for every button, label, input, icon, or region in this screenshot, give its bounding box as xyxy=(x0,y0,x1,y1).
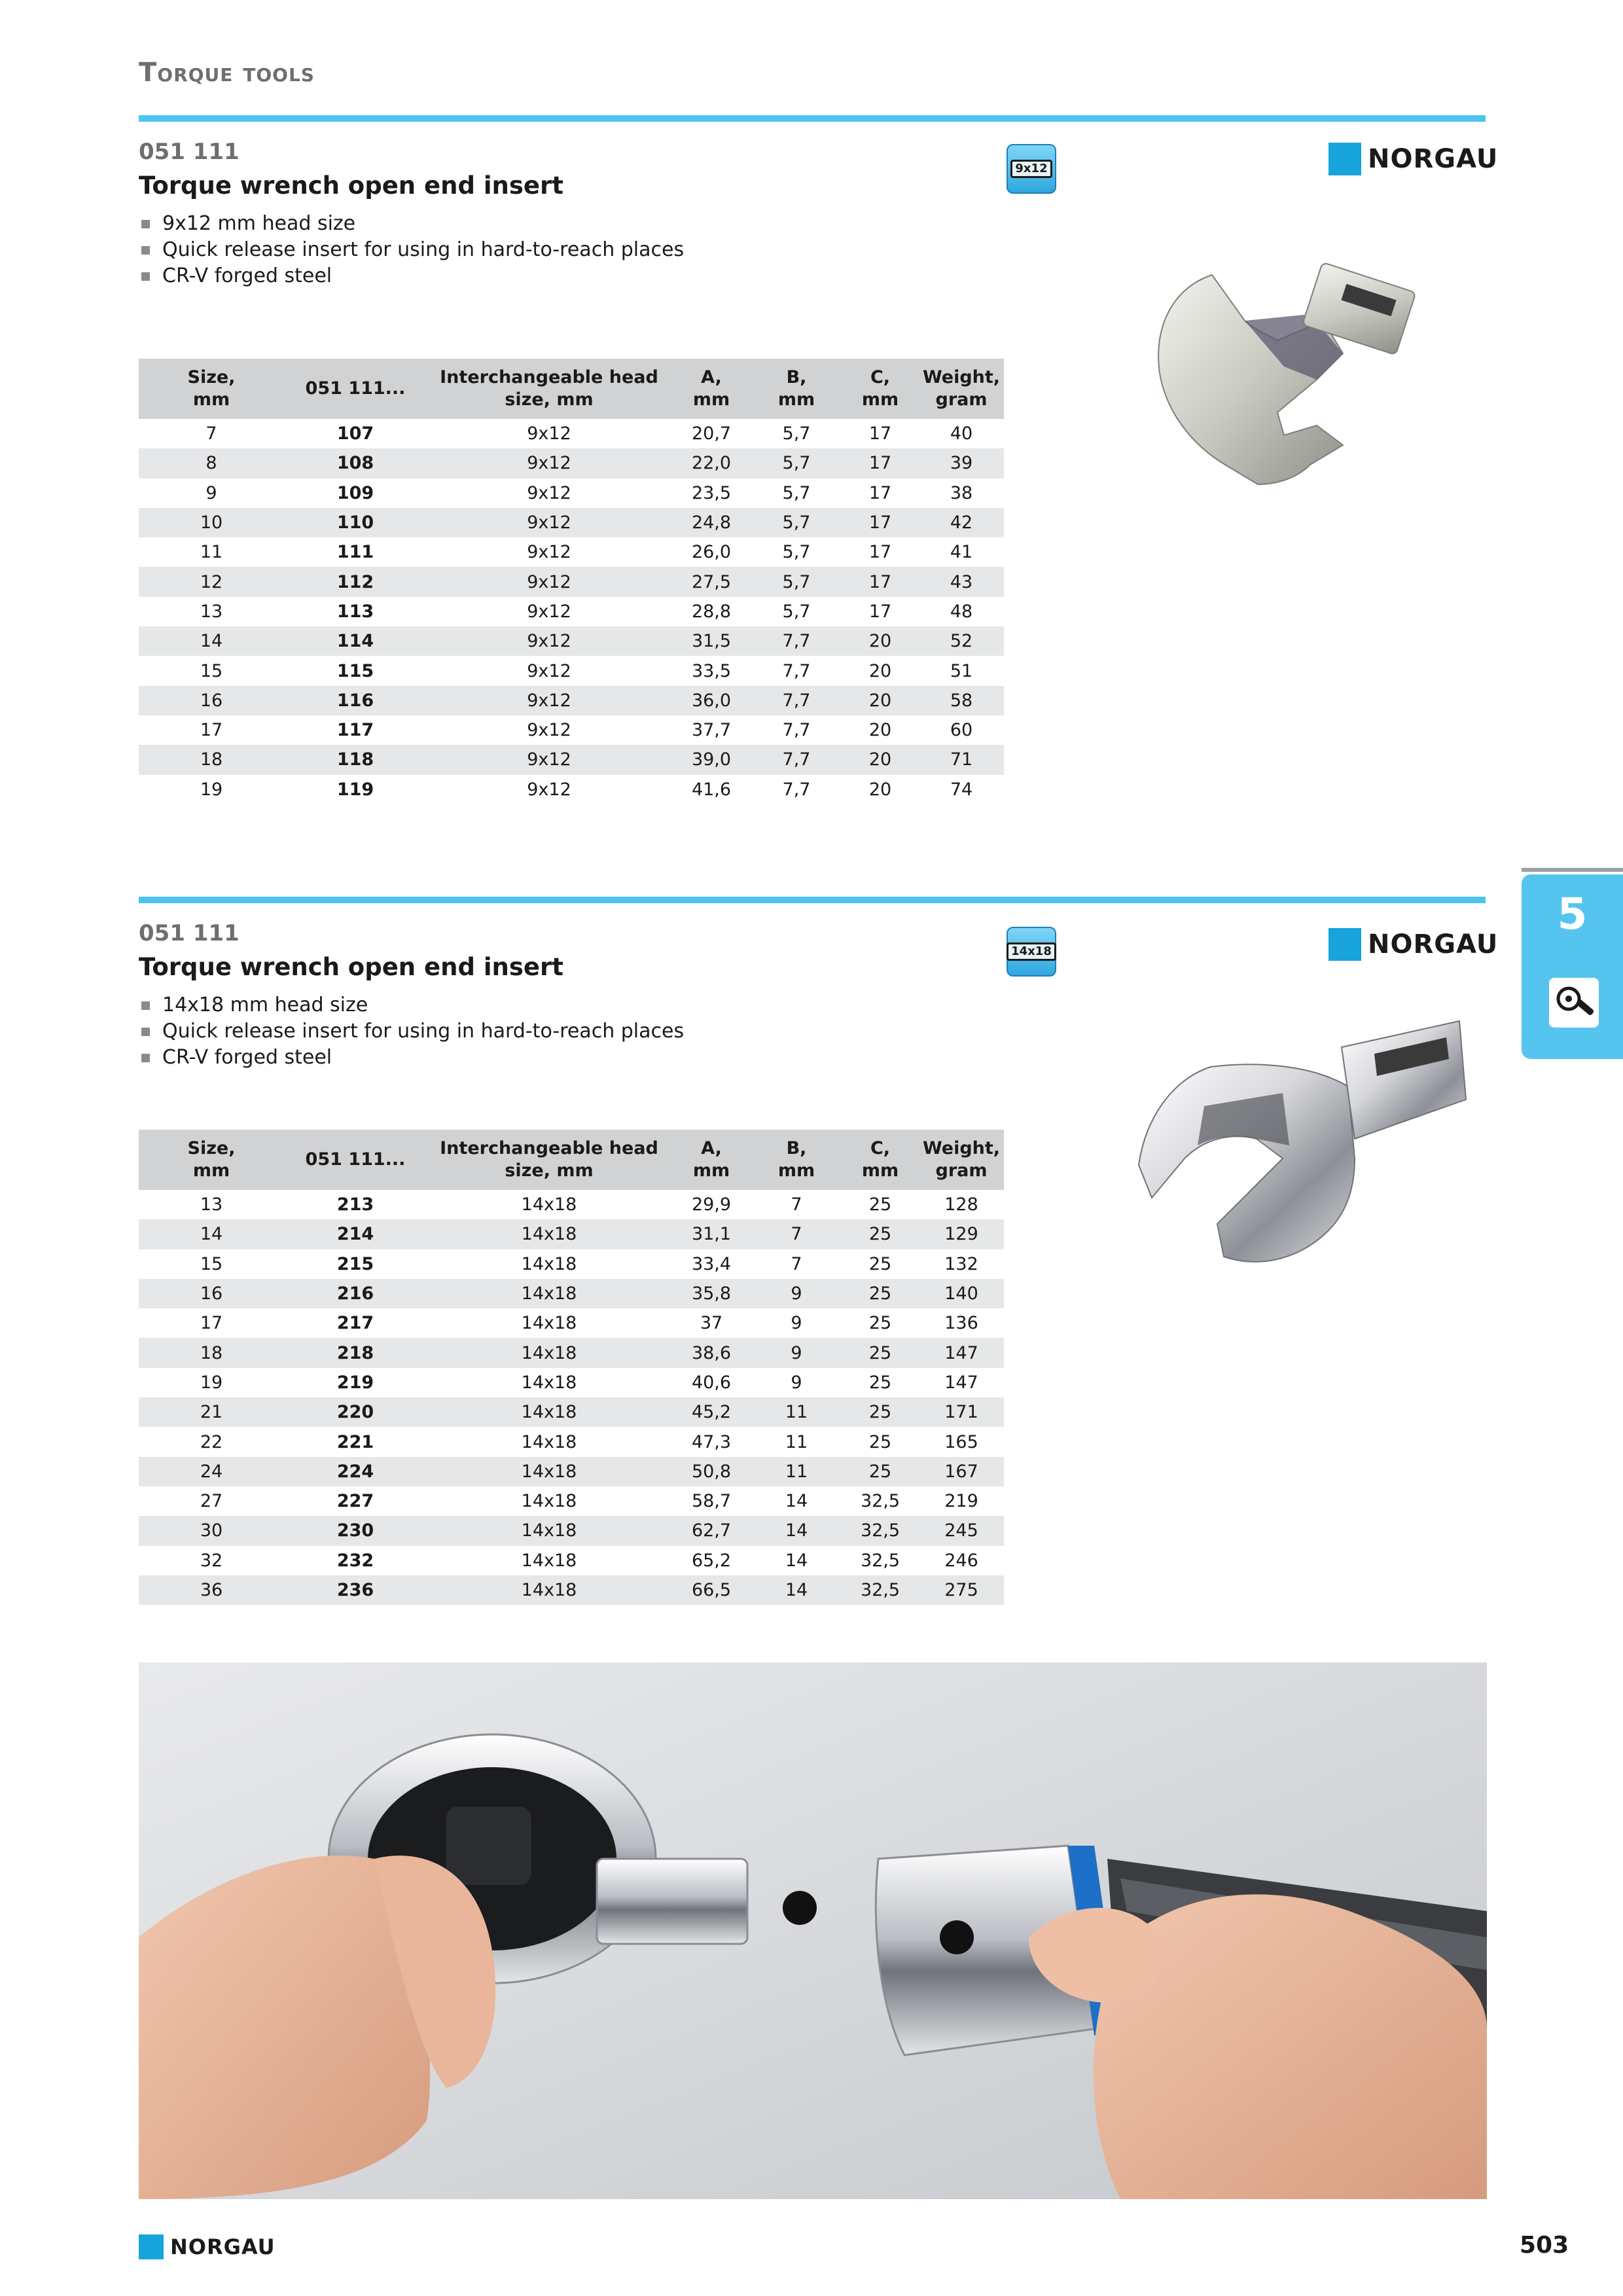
col-c: C, mm xyxy=(842,359,919,419)
table-cell: 20 xyxy=(842,686,919,715)
section-2-features xyxy=(139,992,684,1071)
brand-square-icon xyxy=(1329,928,1361,961)
table-cell: 50,8 xyxy=(671,1457,751,1486)
table-cell: 219 xyxy=(944,1491,978,1512)
col-article: 051 111... xyxy=(284,359,427,419)
table-cell: 5,7 xyxy=(782,423,811,444)
table-cell: 136 xyxy=(944,1313,978,1334)
spec-table-14x18 xyxy=(139,1130,1004,1605)
table-cell: 45,2 xyxy=(671,1397,751,1427)
table-cell: 9x12 xyxy=(527,601,571,622)
brand-name: NORGAU xyxy=(1368,929,1499,960)
table-cell: 41,6 xyxy=(691,779,732,800)
col-b: B, mm xyxy=(751,1130,842,1190)
table-cell: 25 xyxy=(842,1397,919,1427)
table-cell: 60 xyxy=(950,720,973,741)
table-cell: 14x18 xyxy=(427,1219,671,1249)
table-cell: 14x18 xyxy=(521,1253,577,1274)
table-cell: 109 xyxy=(336,482,374,503)
table-cell: 9x12 xyxy=(427,448,671,478)
table-cell: 21 xyxy=(139,1397,284,1427)
table-cell: 7,7 xyxy=(782,660,811,681)
table-cell: 47,3 xyxy=(691,1431,732,1452)
page-title: Torque tools xyxy=(139,58,315,88)
table-header-row xyxy=(139,359,1004,419)
table-cell: 26,0 xyxy=(691,542,732,563)
table-cell: 216 xyxy=(284,1279,427,1308)
table-cell: 9x12 xyxy=(427,567,671,596)
table-row xyxy=(139,715,1004,745)
table-cell: 9 xyxy=(751,1279,842,1308)
table-cell: 36 xyxy=(139,1575,284,1605)
col-a: A, mm xyxy=(671,1130,751,1190)
table-cell: 7 xyxy=(791,1194,802,1215)
table-cell: 14x18 xyxy=(521,1431,577,1452)
table-cell: 18 xyxy=(139,745,284,774)
table-cell: 39,0 xyxy=(671,745,751,774)
table-cell: 71 xyxy=(919,745,1004,774)
feature-item: 9x12 mm head size xyxy=(139,211,684,237)
head-size-badge xyxy=(1007,927,1056,977)
feature-item: Quick release insert for using in hard-to-reach places xyxy=(139,1018,684,1045)
table-cell: 167 xyxy=(919,1457,1004,1486)
table-cell: 20 xyxy=(868,779,892,800)
table-cell: 17 xyxy=(842,508,919,537)
table-cell: 9x12 xyxy=(427,686,671,715)
table-cell: 17 xyxy=(200,720,223,741)
table-cell: 11 xyxy=(751,1397,842,1427)
table-cell: 118 xyxy=(284,745,427,774)
table-cell: 14 xyxy=(139,1219,284,1249)
open-end-insert-image xyxy=(1132,1008,1472,1296)
table-cell: 15 xyxy=(200,1253,223,1274)
table-cell: 9x12 xyxy=(427,626,671,656)
table-cell: 9x12 xyxy=(527,720,571,741)
table-cell: 48 xyxy=(950,601,973,622)
table-cell: 25 xyxy=(868,1194,892,1215)
col-a: A, mm xyxy=(671,359,751,419)
head-size-label: 14x18 xyxy=(1007,942,1056,961)
table-cell: 14x18 xyxy=(427,1457,671,1486)
col-weight: Weight, gram xyxy=(919,359,1004,419)
table-cell: 62,7 xyxy=(671,1516,751,1545)
col-article: 051 111... xyxy=(284,1130,427,1190)
table-cell: 7 xyxy=(205,423,217,444)
chapter-tab[interactable] xyxy=(1522,874,1623,1059)
table-cell: 32,5 xyxy=(860,1491,901,1512)
table-cell: 232 xyxy=(336,1550,374,1571)
table-cell: 107 xyxy=(336,423,374,444)
table-cell: 12 xyxy=(139,567,284,596)
table-cell: 31,1 xyxy=(671,1219,751,1249)
table-cell: 29,9 xyxy=(691,1194,732,1215)
table-cell: 14x18 xyxy=(521,1491,577,1512)
table-cell: 32 xyxy=(200,1550,223,1571)
table-cell: 8 xyxy=(139,448,284,478)
table-cell: 110 xyxy=(284,508,427,537)
table-cell: 25 xyxy=(842,1279,919,1308)
table-cell: 132 xyxy=(944,1253,978,1274)
table-cell: 9x12 xyxy=(427,745,671,774)
torque-wrench-photo xyxy=(139,1662,1487,2199)
table-cell: 14x18 xyxy=(427,1338,671,1367)
table-cell: 65,2 xyxy=(691,1550,732,1571)
table-cell: 51 xyxy=(950,660,973,681)
table-cell: 14 xyxy=(785,1550,808,1571)
table-cell: 42 xyxy=(919,508,1004,537)
table-row xyxy=(139,1397,1004,1427)
table-cell: 9 xyxy=(791,1313,802,1334)
table-cell: 9 xyxy=(791,1372,802,1393)
table-cell: 14x18 xyxy=(521,1550,577,1571)
table-cell: 119 xyxy=(336,779,374,800)
table-cell: 23,5 xyxy=(691,482,732,503)
table-cell: 7,7 xyxy=(751,686,842,715)
table-cell: 11 xyxy=(751,1457,842,1486)
table-cell: 13 xyxy=(200,1194,223,1215)
table-cell: 19 xyxy=(200,779,223,800)
table-cell: 11 xyxy=(785,1431,808,1452)
table-cell: 14 xyxy=(785,1491,808,1512)
table-cell: 18 xyxy=(139,1338,284,1367)
table-cell: 32,5 xyxy=(842,1575,919,1605)
table-cell: 7,7 xyxy=(782,720,811,741)
feature-item: 14x18 mm head size xyxy=(139,992,684,1018)
table-cell: 9x12 xyxy=(527,542,571,563)
table-cell: 37,7 xyxy=(691,720,732,741)
table-cell: 165 xyxy=(944,1431,978,1452)
table-cell: 14x18 xyxy=(427,1575,671,1605)
section-2-title: Torque wrench open end insert xyxy=(139,953,563,981)
table-cell: 221 xyxy=(336,1431,374,1452)
table-cell: 66,5 xyxy=(671,1575,751,1605)
table-cell: 116 xyxy=(284,686,427,715)
table-row xyxy=(139,686,1004,715)
col-c: C, mm xyxy=(842,1130,919,1190)
table-cell: 245 xyxy=(919,1516,1004,1545)
table-cell: 32,5 xyxy=(860,1550,901,1571)
table-cell: 224 xyxy=(284,1457,427,1486)
table-cell: 217 xyxy=(336,1313,374,1334)
col-b: B, mm xyxy=(751,359,842,419)
table-cell: 17 xyxy=(868,542,892,563)
table-row xyxy=(139,656,1004,685)
table-row xyxy=(139,597,1004,626)
col-head-size: Interchangeable head size, mm xyxy=(427,359,671,419)
table-cell: 14x18 xyxy=(521,1372,577,1393)
table-cell: 30 xyxy=(139,1516,284,1545)
table-cell: 5,7 xyxy=(751,448,842,478)
table-cell: 17 xyxy=(868,423,892,444)
table-cell: 246 xyxy=(944,1550,978,1571)
table-cell: 5,7 xyxy=(751,508,842,537)
table-cell: 112 xyxy=(284,567,427,596)
table-cell: 108 xyxy=(284,448,427,478)
table-cell: 17 xyxy=(842,448,919,478)
footer-brand-logo xyxy=(139,2234,276,2259)
table-cell: 35,8 xyxy=(671,1279,751,1308)
chapter-number: 5 xyxy=(1557,889,1588,939)
table-cell: 39 xyxy=(919,448,1004,478)
table-cell: 17 xyxy=(200,1313,223,1334)
table-cell: 171 xyxy=(919,1397,1004,1427)
brand-name: NORGAU xyxy=(1368,144,1499,174)
table-cell: 117 xyxy=(336,720,374,741)
table-cell: 40,6 xyxy=(691,1372,732,1393)
table-cell: 28,8 xyxy=(691,601,732,622)
table-cell: 215 xyxy=(336,1253,374,1274)
insert-square-end xyxy=(1342,1021,1466,1139)
table-cell: 230 xyxy=(284,1516,427,1545)
table-row xyxy=(139,1219,1004,1249)
table-cell: 147 xyxy=(944,1372,978,1393)
col-weight: Weight, gram xyxy=(919,1130,1004,1190)
section-1-title: Torque wrench open end insert xyxy=(139,171,563,200)
table-cell: 14x18 xyxy=(427,1279,671,1308)
table-cell: 27,5 xyxy=(671,567,751,596)
table-cell: 13 xyxy=(200,601,223,622)
table-row xyxy=(139,508,1004,537)
table-cell: 52 xyxy=(919,626,1004,656)
table-cell: 41 xyxy=(950,542,973,563)
table-cell: 38 xyxy=(950,482,973,503)
table-cell: 10 xyxy=(139,508,284,537)
table-cell: 5,7 xyxy=(782,542,811,563)
table-cell: 129 xyxy=(919,1219,1004,1249)
table-row xyxy=(139,1368,1004,1397)
table-cell: 25 xyxy=(868,1431,892,1452)
feature-item: Quick release insert for using in hard-to-reach places xyxy=(139,237,684,263)
table-row xyxy=(139,745,1004,774)
table-row xyxy=(139,775,1004,804)
table-row xyxy=(139,1338,1004,1367)
torque-wrench-icon xyxy=(1549,978,1599,1028)
table-cell: 9x12 xyxy=(427,508,671,537)
table-cell: 74 xyxy=(950,779,973,800)
section-rule xyxy=(139,897,1486,903)
table-cell: 58,7 xyxy=(691,1491,732,1512)
table-row xyxy=(139,448,1004,478)
table-cell: 113 xyxy=(336,601,374,622)
table-cell: 7,7 xyxy=(751,745,842,774)
table-cell: 24,8 xyxy=(671,508,751,537)
col-head-size: Interchangeable head size, mm xyxy=(427,1130,671,1190)
brand-square-icon xyxy=(1329,143,1361,175)
table-cell: 19 xyxy=(200,1372,223,1393)
table-row xyxy=(139,1457,1004,1486)
head-size-label: 9x12 xyxy=(1010,160,1052,178)
table-cell: 32,5 xyxy=(842,1516,919,1545)
header-rule xyxy=(139,115,1486,122)
table-cell: 16 xyxy=(139,686,284,715)
table-cell: 20 xyxy=(868,720,892,741)
table-cell: 14x18 xyxy=(521,1313,577,1334)
table-cell: 14 xyxy=(751,1516,842,1545)
table-cell: 9 xyxy=(751,1338,842,1367)
table-cell: 236 xyxy=(284,1575,427,1605)
table-cell: 20 xyxy=(842,626,919,656)
table-cell: 14 xyxy=(139,626,284,656)
table-cell: 11 xyxy=(200,542,223,563)
brand-logo xyxy=(1329,928,1498,961)
table-cell: 147 xyxy=(919,1338,1004,1367)
brand-square-icon xyxy=(139,2234,164,2259)
table-cell: 214 xyxy=(284,1219,427,1249)
table-cell: 9x12 xyxy=(527,660,571,681)
col-size: Size, mm xyxy=(139,1130,284,1190)
table-cell: 43 xyxy=(919,567,1004,596)
section-1-features xyxy=(139,211,684,289)
spec-table-9x12 xyxy=(139,359,1004,804)
table-cell: 219 xyxy=(336,1372,374,1393)
table-cell: 213 xyxy=(336,1194,374,1215)
table-cell: 220 xyxy=(284,1397,427,1427)
table-cell: 14 xyxy=(751,1575,842,1605)
footer-brand-name: NORGAU xyxy=(170,2234,276,2259)
table-row xyxy=(139,1546,1004,1575)
table-cell: 17 xyxy=(842,567,919,596)
feature-item: CR-V forged steel xyxy=(139,263,684,289)
table-cell: 275 xyxy=(919,1575,1004,1605)
table-row xyxy=(139,1427,1004,1456)
table-body xyxy=(139,419,1004,804)
table-cell: 9x12 xyxy=(527,482,571,503)
table-cell: 9x12 xyxy=(527,779,571,800)
table-cell: 25 xyxy=(868,1253,892,1274)
table-cell: 33,4 xyxy=(691,1253,732,1274)
table-cell: 14x18 xyxy=(427,1397,671,1427)
table-cell: 38,6 xyxy=(671,1338,751,1367)
table-cell: 7,7 xyxy=(751,626,842,656)
table-cell: 58 xyxy=(919,686,1004,715)
table-cell: 5,7 xyxy=(782,482,811,503)
table-cell: 25 xyxy=(842,1457,919,1486)
table-row xyxy=(139,626,1004,656)
table-cell: 140 xyxy=(919,1279,1004,1308)
table-row xyxy=(139,1308,1004,1338)
table-cell: 227 xyxy=(336,1491,374,1512)
table-row xyxy=(139,567,1004,596)
table-cell: 25 xyxy=(868,1313,892,1334)
table-cell: 7 xyxy=(751,1219,842,1249)
table-cell: 31,5 xyxy=(671,626,751,656)
table-cell: 27 xyxy=(200,1491,223,1512)
table-cell: 25 xyxy=(868,1372,892,1393)
table-cell: 25 xyxy=(842,1338,919,1367)
table-cell: 36,0 xyxy=(671,686,751,715)
feature-item: CR-V forged steel xyxy=(139,1045,684,1071)
table-cell: 128 xyxy=(944,1194,978,1215)
table-header-row xyxy=(139,1130,1004,1190)
table-row xyxy=(139,1516,1004,1545)
table-row xyxy=(139,419,1004,448)
table-cell: 218 xyxy=(284,1338,427,1367)
col-size: Size, mm xyxy=(139,359,284,419)
table-row xyxy=(139,1486,1004,1516)
table-cell: 5,7 xyxy=(782,601,811,622)
table-cell: 15 xyxy=(200,660,223,681)
table-row xyxy=(139,537,1004,567)
table-cell: 9x12 xyxy=(527,423,571,444)
head-size-badge xyxy=(1007,144,1056,194)
table-cell: 24 xyxy=(139,1457,284,1486)
table-cell: 40 xyxy=(950,423,973,444)
table-cell: 20,7 xyxy=(691,423,732,444)
table-cell: 7,7 xyxy=(782,779,811,800)
table-cell: 33,5 xyxy=(691,660,732,681)
table-row xyxy=(139,478,1004,508)
section-2-code: 051 111 xyxy=(139,920,240,946)
table-cell: 20 xyxy=(868,660,892,681)
table-cell: 37 xyxy=(700,1313,723,1334)
open-end-insert-image xyxy=(1147,249,1421,497)
page-number: 503 xyxy=(1520,2232,1569,2259)
table-cell: 14x18 xyxy=(521,1194,577,1215)
brand-logo xyxy=(1329,143,1498,175)
table-cell: 111 xyxy=(336,542,374,563)
side-tab-divider xyxy=(1522,868,1623,872)
section-1-code: 051 111 xyxy=(139,139,240,165)
table-row xyxy=(139,1279,1004,1308)
table-cell: 25 xyxy=(842,1219,919,1249)
insert-jaw-shape xyxy=(1139,1064,1355,1262)
table-cell: 115 xyxy=(336,660,374,681)
table-row xyxy=(139,1249,1004,1279)
table-cell: 114 xyxy=(284,626,427,656)
table-cell: 14x18 xyxy=(427,1516,671,1545)
table-row xyxy=(139,1190,1004,1219)
table-cell: 17 xyxy=(868,482,892,503)
table-cell: 17 xyxy=(868,601,892,622)
table-cell: 22,0 xyxy=(671,448,751,478)
table-body xyxy=(139,1190,1004,1605)
table-row xyxy=(139,1575,1004,1605)
table-cell: 5,7 xyxy=(751,567,842,596)
table-cell: 22 xyxy=(200,1431,223,1452)
table-cell: 9 xyxy=(205,482,217,503)
table-cell: 16 xyxy=(139,1279,284,1308)
table-cell: 20 xyxy=(842,745,919,774)
table-cell: 7 xyxy=(791,1253,802,1274)
